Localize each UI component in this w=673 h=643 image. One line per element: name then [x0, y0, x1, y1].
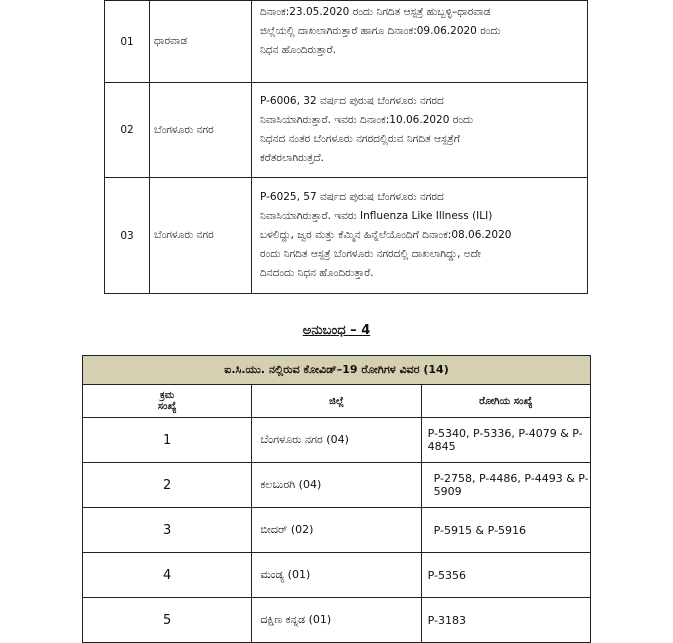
description-line: P-6006, 32 ವರ್ಷದ ಪುರುಷ ಬೆಂಗಳೂರು ನಗರದ	[260, 95, 444, 107]
description-line: ನಿವಾಸಿಯಾಗಿರುತ್ತಾರೆ. ಇವರು ದಿನಾಂಕ:10.06.2020 ರಂದು	[260, 114, 474, 126]
serial-number: 4	[83, 553, 252, 598]
death-details-table	[104, 0, 588, 294]
annex-heading: ಅನುಬಂಧ – 4	[302, 323, 371, 338]
table-row	[105, 1, 588, 83]
table-title: ಐ.ಸಿ.ಯು. ನಲ್ಲಿರುವ ಕೋವಿಡ್–19 ರೋಗಿಗಳ ವಿವರ (14)	[83, 356, 591, 385]
table-row	[105, 178, 588, 294]
description-line: ರಂದು ನಿಗದಿತ ಆಸ್ಪತ್ರೆ ಬೆಂಗಳೂರು ನಗರದಲ್ಲಿ ದಾಖಲಾಗಿದ್ದು, ಅದೇ	[260, 248, 481, 260]
district-name: ಕಲಬುರಗಿ (04)	[252, 463, 421, 508]
description-line: P-6025, 57 ವರ್ಷದ ಪುರುಷ ಬೆಂಗಳೂರು ನಗರದ	[260, 191, 444, 203]
patient-numbers: P-2758, P-4486, P-4493 & P-5909	[421, 463, 590, 508]
serial-number: 1	[83, 418, 252, 463]
description-line: ಕರೆತರಲಾಗಿರುತ್ತದೆ.	[260, 152, 324, 164]
description-line: ದಿನಾಂಕ:23.05.2020 ರಂದು ನಿಗದಿತ ಆಸ್ಪತ್ರೆ ಹುಬ್ಬಳ್ಳಿ–ಧಾರವಾಡ	[260, 6, 491, 18]
patient-numbers: P-3183	[421, 598, 590, 643]
serial-number: 2	[83, 463, 252, 508]
case-description	[252, 178, 588, 294]
description-line: ನಿಧನ ಹೊಂದಿರುತ್ತಾರೆ.	[260, 44, 336, 56]
table-title-row	[83, 356, 591, 385]
description-line: ಬಳಲಿದ್ದು, ಜ್ವರ ಮತ್ತು ಕೆಮ್ಮಿನ ಹಿನ್ನೆಲೆಯೊಂದಿಗೆ ದಿನಾಂಕ:08.06.2020	[260, 229, 512, 241]
patient-numbers: P-5915 & P-5916	[421, 508, 590, 553]
district-name: ಬೆಂಗಳೂರು ನಗರ	[150, 178, 252, 294]
column-header-serial	[83, 385, 252, 418]
description-line: ನಿಧನದ ನಂತರ ಬೆಂಗಳೂರು ನಗರದಲ್ಲಿರುವ ನಿಗದಿತ ಆಸ್ಪತ್ರೆಗೆ	[260, 133, 460, 145]
table-header-row	[83, 385, 591, 418]
district-name: ಧಾರವಾಡ	[150, 1, 252, 83]
serial-number: 02	[105, 83, 150, 178]
table-row	[83, 463, 591, 508]
serial-number: 3	[83, 508, 252, 553]
column-header-patient: ರೋಗಿಯ ಸಂಖ್ಯೆ	[421, 385, 590, 418]
table-row	[83, 553, 591, 598]
column-header-serial-line1: ಕ್ರಮ	[159, 390, 175, 401]
case-description	[252, 1, 588, 83]
description-line: ದಿನದಂದು ನಿಧನ ಹೊಂದಿರುತ್ತಾರೆ.	[260, 267, 374, 279]
description-line: ಜಿಲ್ಲೆಯಲ್ಲಿ ದಾಖಲಾಗಿರುತ್ತಾರೆ ಹಾಗೂ ದಿನಾಂಕ:09.06.2020 ರಂದು	[260, 25, 501, 37]
district-name: ಮಂಡ್ಯ (01)	[252, 553, 421, 598]
patient-numbers: P-5340, P-5336, P-4079 & P-4845	[421, 418, 590, 463]
district-name: ಬೆಂಗಳೂರು ನಗರ	[150, 83, 252, 178]
serial-number: 03	[105, 178, 150, 294]
serial-number: 01	[105, 1, 150, 83]
column-header-district: ಜಿಲ್ಲೆ	[252, 385, 421, 418]
serial-number: 5	[83, 598, 252, 643]
district-name: ಬೆಂಗಳೂರು ನಗರ (04)	[252, 418, 421, 463]
table-row	[83, 508, 591, 553]
district-name: ಬೀದರ್ (02)	[252, 508, 421, 553]
table-row	[83, 598, 591, 643]
patient-numbers: P-5356	[421, 553, 590, 598]
case-description	[252, 83, 588, 178]
description-line: ನಿವಾಸಿಯಾಗಿರುತ್ತಾರೆ. ಇವರು Influenza Like Illness (ILI)	[260, 210, 493, 222]
table-row	[83, 418, 591, 463]
district-name: ದಕ್ಷಿಣ ಕನ್ನಡ (01)	[252, 598, 421, 643]
column-header-serial-line2: ಸಂಖ್ಯೆ	[157, 401, 177, 412]
table-row	[105, 83, 588, 178]
